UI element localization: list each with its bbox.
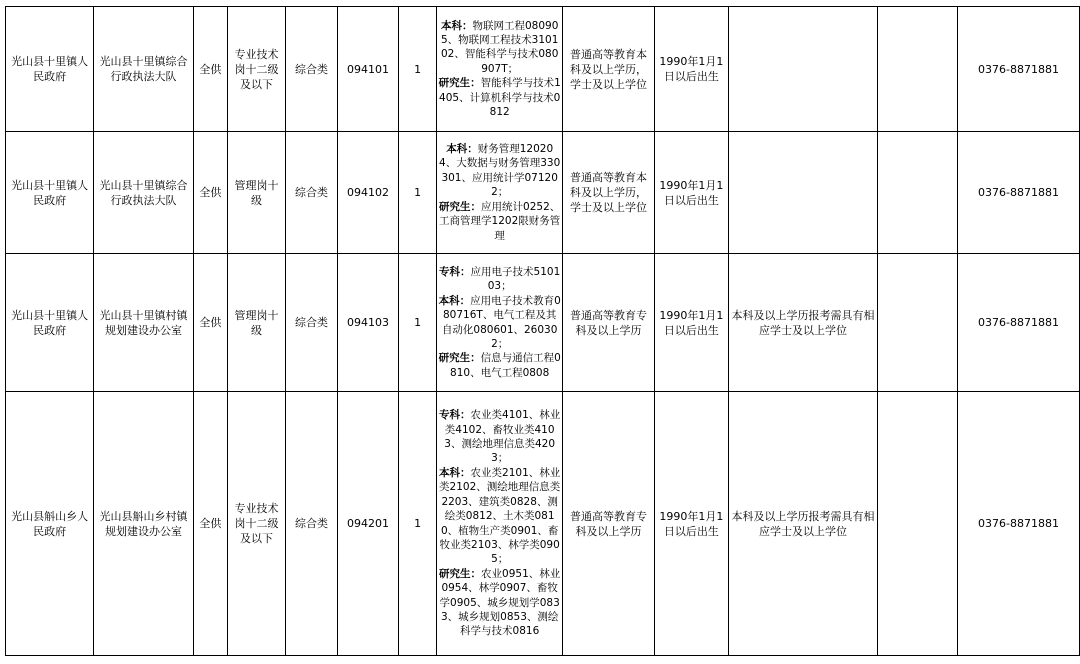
position-code-cell: 094201 xyxy=(337,392,398,656)
contact-phone-cell: 0376-8871881 xyxy=(958,392,1080,656)
department-cell: 光山县十里镇综合行政执法大队 xyxy=(94,132,193,254)
major-segment xyxy=(438,76,562,119)
degree-level-label: 本科： xyxy=(440,19,473,32)
category-cell: 综合类 xyxy=(286,254,338,392)
major-cell xyxy=(436,392,563,656)
education-cell: 普通高等教育专科及以上学历 xyxy=(563,254,654,392)
major-segment xyxy=(438,294,562,352)
position-code-cell: 094101 xyxy=(337,7,398,132)
major-cell xyxy=(436,254,563,392)
department-cell: 光山县斛山乡村镇规划建设办公室 xyxy=(94,392,193,656)
remarks-cell xyxy=(877,132,957,254)
other-requirements-cell: 本科及以上学历报考需具有相应学士及以上学位 xyxy=(729,254,878,392)
position-code-cell: 094102 xyxy=(337,132,398,254)
position-code-cell: 094103 xyxy=(337,254,398,392)
other-requirements-cell: 本科及以上学历报考需具有相应学士及以上学位 xyxy=(729,392,878,656)
major-segment xyxy=(438,408,562,466)
hiring-count-cell: 1 xyxy=(399,132,437,254)
table-row xyxy=(6,132,1080,254)
major-segment xyxy=(438,466,562,567)
contact-phone-cell: 0376-8871881 xyxy=(958,254,1080,392)
table-row xyxy=(6,7,1080,132)
category-cell: 综合类 xyxy=(286,392,338,656)
education-cell: 普通高等教育本科及以上学历，学士及以上学位 xyxy=(563,132,654,254)
age-cell: 1990年1月1日以后出生 xyxy=(654,392,729,656)
major-cell xyxy=(436,132,563,254)
major-segment xyxy=(438,142,562,200)
age-cell: 1990年1月1日以后出生 xyxy=(654,132,729,254)
position-level-cell: 专业技术岗十二级及以下 xyxy=(227,7,285,132)
unit-cell: 光山县十里镇人民政府 xyxy=(6,7,94,132)
major-segment xyxy=(438,567,562,639)
contact-phone-cell: 0376-8871881 xyxy=(958,132,1080,254)
unit-cell: 光山县斛山乡人民政府 xyxy=(6,392,94,656)
hiring-count-cell: 1 xyxy=(399,254,437,392)
degree-level-label: 研究生： xyxy=(439,200,482,213)
position-level-cell: 专业技术岗十二级及以下 xyxy=(227,392,285,656)
age-cell: 1990年1月1日以后出生 xyxy=(654,7,729,132)
major-cell xyxy=(436,7,563,132)
positions-table xyxy=(5,6,1080,656)
major-segment xyxy=(438,351,562,380)
major-segment xyxy=(438,19,562,77)
major-list-text: 智能科学与技术1405、计算机科学与技术0812 xyxy=(439,77,561,119)
other-requirements-cell xyxy=(729,7,878,132)
degree-level-label: 研究生： xyxy=(439,567,482,580)
education-cell: 普通高等教育本科及以上学历，学士及以上学位 xyxy=(563,7,654,132)
funding-cell: 全供 xyxy=(193,254,227,392)
major-list-text: 应用电子技术510103； xyxy=(470,265,561,293)
unit-cell: 光山县十里镇人民政府 xyxy=(6,132,94,254)
other-requirements-cell xyxy=(729,132,878,254)
degree-level-label: 研究生： xyxy=(438,77,481,90)
major-list-text: 应用统计0252、工商管理学1202限财务管理 xyxy=(439,200,561,242)
unit-cell: 光山县十里镇人民政府 xyxy=(6,254,94,392)
table-body xyxy=(6,7,1080,656)
hiring-count-cell: 1 xyxy=(399,7,437,132)
department-cell: 光山县十里镇村镇规划建设办公室 xyxy=(94,254,193,392)
degree-level-label: 专科： xyxy=(439,265,471,278)
hiring-count-cell: 1 xyxy=(399,392,437,656)
major-list-text: 农业0951、林业0954、林学0907、畜牧学0905、城乡规划学0833、城乡规划0853、测绘科学与技术0816 xyxy=(439,567,561,638)
category-cell: 综合类 xyxy=(286,7,338,132)
education-cell: 普通高等教育专科及以上学历 xyxy=(563,392,654,656)
position-level-cell: 管理岗十级 xyxy=(227,132,285,254)
major-list-text: 农业类2101、林业类2102、测绘地理信息类2203、建筑类0828、测绘类0812、土木类0810、植物生产类0901、畜牧业类2103、林学类0905； xyxy=(439,466,561,566)
major-list-text: 财务管理120204、大数据与财务管理330301、应用统计学071202； xyxy=(439,143,561,199)
funding-cell: 全供 xyxy=(193,7,227,132)
remarks-cell xyxy=(877,7,957,132)
major-list-text: 物联网工程080905、物联网工程技术310102、智能科学与技术080907T； xyxy=(440,19,559,75)
major-list-text: 信息与通信工程0810、电气工程0808 xyxy=(450,352,561,379)
table-row xyxy=(6,254,1080,392)
degree-level-label: 专科： xyxy=(439,409,471,422)
remarks-cell xyxy=(877,254,957,392)
degree-level-label: 研究生： xyxy=(438,352,481,365)
degree-level-label: 本科： xyxy=(438,294,471,307)
category-cell: 综合类 xyxy=(286,132,338,254)
degree-level-label: 本科： xyxy=(446,143,478,156)
funding-cell: 全供 xyxy=(193,132,227,254)
major-segment xyxy=(438,200,562,243)
funding-cell: 全供 xyxy=(193,392,227,656)
major-list-text: 应用电子技术教育080716T、电气工程及其自动化080601、260302； xyxy=(441,294,561,350)
department-cell: 光山县十里镇综合行政执法大队 xyxy=(94,7,193,132)
major-list-text: 农业类4101、林业类4102、畜牧业类4103、测绘地理信息类4203； xyxy=(444,409,561,465)
table-row xyxy=(6,392,1080,656)
remarks-cell xyxy=(877,392,957,656)
contact-phone-cell: 0376-8871881 xyxy=(958,7,1080,132)
position-level-cell: 管理岗十级 xyxy=(227,254,285,392)
degree-level-label: 本科： xyxy=(439,466,471,479)
major-segment xyxy=(438,265,562,294)
age-cell: 1990年1月1日以后出生 xyxy=(654,254,729,392)
